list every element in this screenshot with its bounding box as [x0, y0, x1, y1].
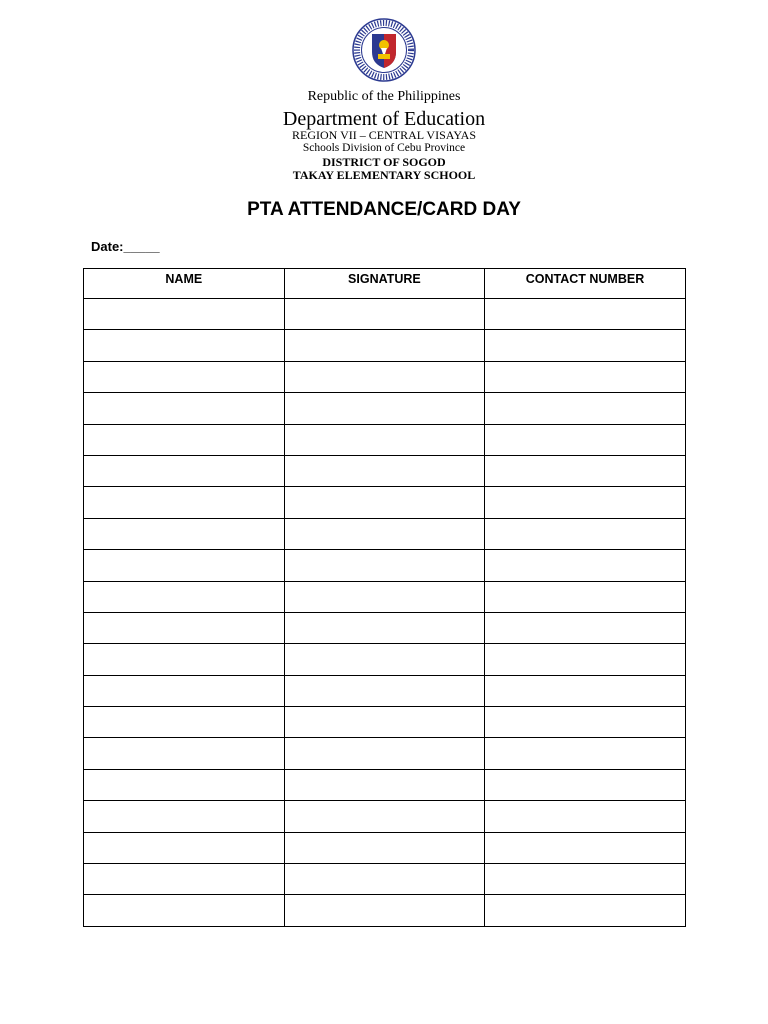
name-cell[interactable] — [84, 895, 285, 926]
contact-number-cell[interactable] — [485, 864, 686, 895]
attendance-table — [83, 268, 686, 927]
table-row — [84, 644, 686, 675]
name-cell[interactable] — [84, 393, 285, 424]
header-district: DISTRICT OF SOGOD — [322, 155, 446, 169]
table-row — [84, 550, 686, 581]
header-school: TAKAY ELEMENTARY SCHOOL — [292, 168, 476, 182]
signature-cell[interactable] — [284, 738, 485, 769]
name-cell[interactable] — [84, 330, 285, 361]
name-cell[interactable] — [84, 675, 285, 706]
signature-cell[interactable] — [284, 612, 485, 643]
contact-number-cell[interactable] — [485, 612, 686, 643]
table-row — [84, 455, 686, 486]
table-row — [84, 707, 686, 738]
deped-seal-icon — [352, 18, 416, 82]
contact-number-cell[interactable] — [485, 550, 686, 581]
signature-cell[interactable] — [284, 361, 485, 392]
contact-number-cell[interactable] — [485, 581, 686, 612]
contact-number-cell[interactable] — [485, 424, 686, 455]
contact-number-cell[interactable] — [485, 393, 686, 424]
contact-number-cell[interactable] — [485, 832, 686, 863]
name-cell[interactable] — [84, 644, 285, 675]
signature-cell[interactable] — [284, 455, 485, 486]
signature-cell[interactable] — [284, 424, 485, 455]
contact-number-cell[interactable] — [485, 738, 686, 769]
signature-cell[interactable] — [284, 864, 485, 895]
name-cell[interactable] — [84, 361, 285, 392]
signature-cell[interactable] — [284, 769, 485, 800]
header-region: REGION VII – CENTRAL VISAYAS — [291, 128, 476, 142]
name-cell[interactable] — [84, 424, 285, 455]
signature-cell[interactable] — [284, 707, 485, 738]
signature-cell[interactable] — [284, 330, 485, 361]
name-cell[interactable] — [84, 801, 285, 832]
name-cell[interactable] — [84, 581, 285, 612]
header-department: Department of Education — [282, 108, 486, 130]
contact-number-cell[interactable] — [485, 330, 686, 361]
signature-cell[interactable] — [284, 644, 485, 675]
contact-number-cell[interactable] — [485, 644, 686, 675]
table-row — [84, 487, 686, 518]
table-row — [84, 424, 686, 455]
name-cell[interactable] — [84, 707, 285, 738]
signature-cell[interactable] — [284, 675, 485, 706]
name-cell[interactable] — [84, 518, 285, 549]
table-row — [84, 675, 686, 706]
contact-number-cell[interactable] — [485, 769, 686, 800]
name-cell[interactable] — [84, 487, 285, 518]
signature-cell[interactable] — [284, 393, 485, 424]
contact-number-cell[interactable] — [485, 361, 686, 392]
table-row — [84, 801, 686, 832]
name-cell[interactable] — [84, 769, 285, 800]
contact-number-cell[interactable] — [485, 518, 686, 549]
table-row — [84, 612, 686, 643]
table-row — [84, 361, 686, 392]
signature-cell[interactable] — [284, 550, 485, 581]
header-division: Schools Division of Cebu Province — [302, 142, 466, 154]
name-cell[interactable] — [84, 455, 285, 486]
contact-number-cell[interactable] — [485, 707, 686, 738]
form-title: PTA ATTENDANCE/CARD DAY — [247, 199, 521, 220]
table-row — [84, 864, 686, 895]
table-row — [84, 393, 686, 424]
table-row — [84, 769, 686, 800]
name-cell[interactable] — [84, 832, 285, 863]
table-row — [84, 832, 686, 863]
signature-cell[interactable] — [284, 581, 485, 612]
table-body — [84, 299, 686, 927]
contact-number-cell[interactable] — [485, 675, 686, 706]
contact-number-cell[interactable] — [485, 455, 686, 486]
name-cell[interactable] — [84, 550, 285, 581]
table-row — [84, 299, 686, 330]
table-row — [84, 581, 686, 612]
contact-number-cell[interactable] — [485, 487, 686, 518]
date-field[interactable]: Date:_____ — [91, 239, 160, 254]
header-republic: Republic of the Philippines — [307, 89, 461, 104]
signature-cell[interactable] — [284, 801, 485, 832]
signature-cell[interactable] — [284, 487, 485, 518]
name-cell[interactable] — [84, 299, 285, 330]
table-row — [84, 518, 686, 549]
column-header-name: NAME — [84, 269, 285, 299]
column-header-signature: SIGNATURE — [284, 269, 485, 299]
signature-cell[interactable] — [284, 895, 485, 926]
column-header-contact-number: CONTACT NUMBER — [485, 269, 686, 299]
signature-cell[interactable] — [284, 832, 485, 863]
table-row — [84, 738, 686, 769]
name-cell[interactable] — [84, 864, 285, 895]
name-cell[interactable] — [84, 612, 285, 643]
name-cell[interactable] — [84, 738, 285, 769]
signature-cell[interactable] — [284, 299, 485, 330]
contact-number-cell[interactable] — [485, 299, 686, 330]
signature-cell[interactable] — [284, 518, 485, 549]
contact-number-cell[interactable] — [485, 801, 686, 832]
table-row — [84, 895, 686, 926]
table-header-row — [84, 269, 686, 299]
table-row — [84, 330, 686, 361]
contact-number-cell[interactable] — [485, 895, 686, 926]
